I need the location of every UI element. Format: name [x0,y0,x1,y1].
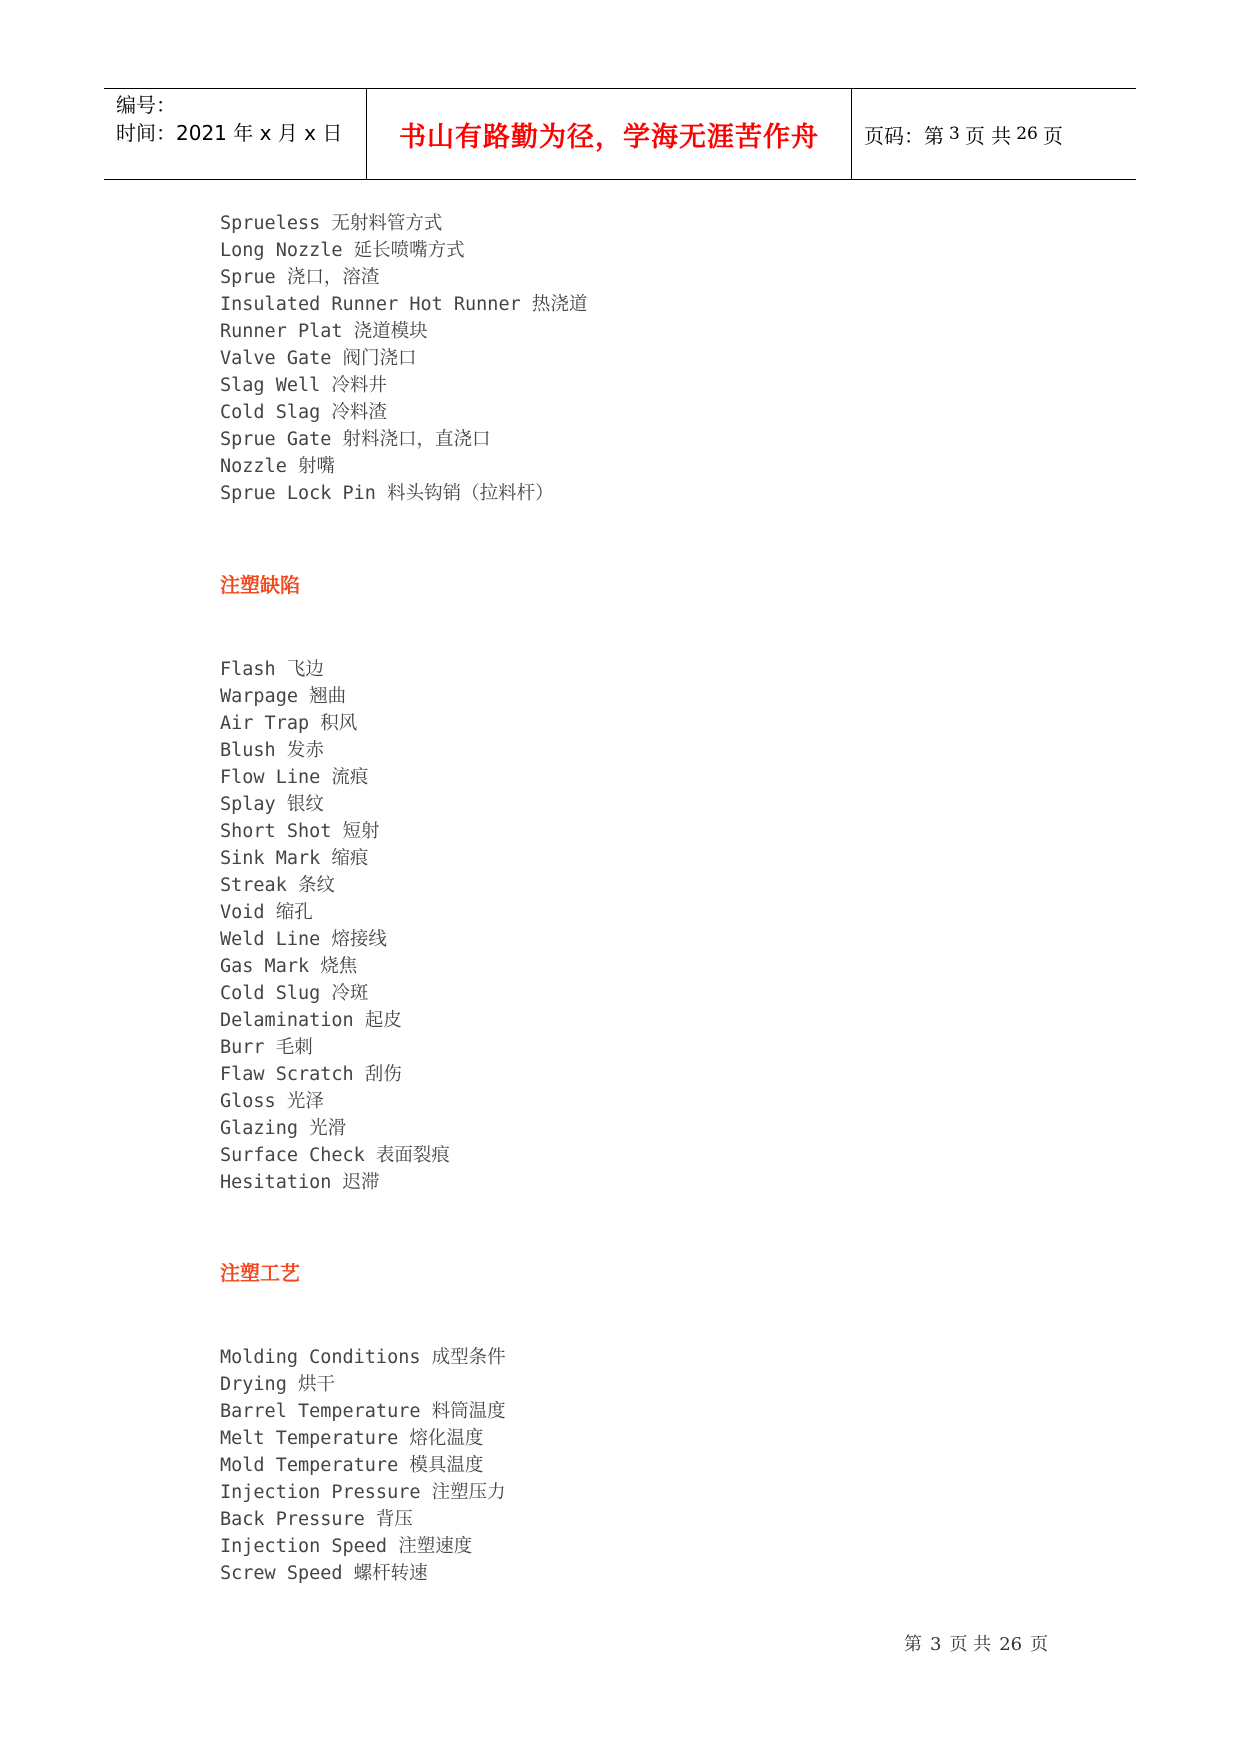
term-item: Slag Well 冷料井 [220,375,387,396]
page-header [104,88,1136,180]
term-item: Injection Pressure 注塑压力 [220,1482,506,1503]
page-total: 26 [1016,124,1038,144]
page-prefix: 页码：第 [864,123,944,148]
term-item: Injection Speed 注塑速度 [220,1536,473,1557]
term-item: Flash 飞边 [220,659,324,680]
term-item: Gas Mark 烧焦 [220,956,358,977]
footer-total: 26 [999,1634,1023,1655]
term-item: Cold Slag 冷料渣 [220,402,387,423]
section-heading-defects: 注塑缺陷 [220,573,300,597]
footer-prefix: 第 [904,1634,922,1655]
term-item: Insulated Runner Hot Runner 热浇道 [220,294,588,315]
term-item: Barrel Temperature 料筒温度 [220,1401,506,1422]
term-item: Cold Slug 冷斑 [220,983,369,1004]
term-item: Streak 条纹 [220,875,335,896]
term-item: Flow Line 流痕 [220,767,369,788]
term-item: Air Trap 积风 [220,713,358,734]
term-item: Sprue Lock Pin 料头钩销（拉料杆） [220,483,554,504]
term-item: Gloss 光泽 [220,1091,324,1112]
term-item: Blush 发赤 [220,740,324,761]
term-item: Short Shot 短射 [220,821,380,842]
term-item: Molding Conditions 成型条件 [220,1347,506,1368]
term-item: Sprue 浇口，溶渣 [220,267,380,288]
footer-current: 3 [930,1634,942,1655]
term-item: Long Nozzle 延长喷嘴方式 [220,240,465,261]
footer-mid: 页 共 [949,1634,992,1655]
term-item: Mold Temperature 模具温度 [220,1455,484,1476]
term-item: Void 缩孔 [220,902,313,923]
term-item: Back Pressure 背压 [220,1509,413,1530]
term-item: Screw Speed 螺杆转速 [220,1563,428,1584]
header-motto: 书山有路勤为径，学海无涯苦作舟 [399,121,819,153]
page-current: 3 [949,124,960,144]
term-item: Hesitation 迟滞 [220,1172,380,1193]
term-item: Runner Plat 浇道模块 [220,321,428,342]
document-date: 时间：2021 年 x 月 x 日 [116,121,343,145]
term-item: Burr 毛刺 [220,1037,313,1058]
page-footer [904,1630,1056,1656]
term-item: Sprueless 无射料管方式 [220,213,443,234]
term-item: Glazing 光滑 [220,1118,347,1139]
term-item: Melt Temperature 熔化温度 [220,1428,484,1449]
term-item: Weld Line 熔接线 [220,929,387,950]
term-item: Sprue Gate 射料浇口，直浇口 [220,429,491,450]
page-mid: 页 共 [964,123,1012,148]
term-item: Flaw Scratch 刮伤 [220,1064,402,1085]
term-item: Drying 烘干 [220,1374,335,1395]
header-motto-cell [366,89,852,179]
term-item: Surface Check 表面裂痕 [220,1145,450,1166]
term-item: Splay 银纹 [220,794,324,815]
footer-suffix: 页 [1030,1634,1049,1655]
document-number-label: 编号： [116,93,176,117]
term-item: Valve Gate 阀门浇口 [220,348,417,369]
header-meta [104,89,366,179]
term-item: Warpage 翘曲 [220,686,347,707]
header-page-info [852,89,1136,179]
term-item: Delamination 起皮 [220,1010,402,1031]
term-item: Nozzle 射嘴 [220,456,335,477]
section-heading-process: 注塑工艺 [220,1261,300,1285]
term-item: Sink Mark 缩痕 [220,848,369,869]
page-suffix: 页 [1042,123,1063,148]
